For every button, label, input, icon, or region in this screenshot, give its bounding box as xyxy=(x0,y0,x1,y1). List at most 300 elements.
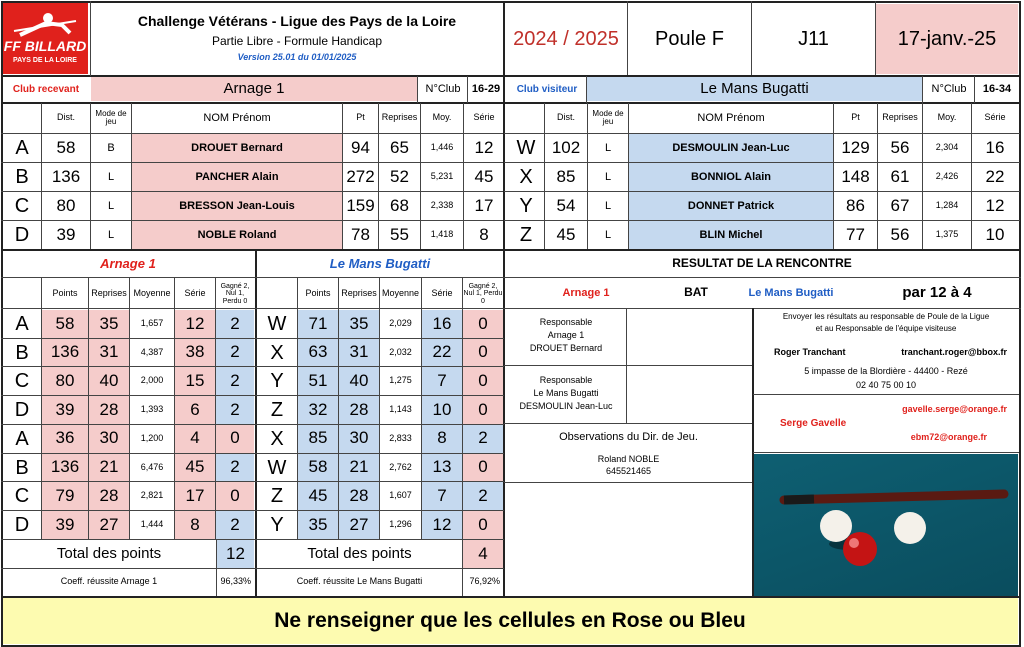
match-away-points[interactable]: 32 xyxy=(298,396,338,424)
match-away-moy: 2,762 xyxy=(389,461,412,472)
grid-line xyxy=(1,539,504,540)
match-home-letter: A xyxy=(15,427,29,450)
match-home-rep[interactable]: 30 xyxy=(89,425,129,453)
match-home-gpp: 2 xyxy=(216,310,254,338)
match-home-serie[interactable]: 45 xyxy=(175,454,215,482)
match-away-gpp: 0 xyxy=(463,396,503,424)
logo-main: FF BILLARD xyxy=(3,37,87,54)
home-player-rep: 68 xyxy=(390,195,409,215)
match-home-points[interactable]: 79 xyxy=(42,482,88,510)
grid-line xyxy=(1,1,3,647)
result-home: Arnage 1 xyxy=(562,286,610,299)
obs-phone: 645521465 xyxy=(605,466,652,476)
match-away-letter: W xyxy=(267,313,287,335)
match-home-points[interactable]: 136 xyxy=(42,454,88,482)
away-player-dist: 45 xyxy=(556,224,576,244)
season: 2024 / 2025 xyxy=(513,28,619,50)
footer-notice: Ne renseigner que les cellules en Rose ou Bleu xyxy=(2,598,1018,644)
contact-name1: Roger Tranchant xyxy=(774,347,846,358)
grid-line xyxy=(1,395,504,396)
match-home-serie[interactable]: 15 xyxy=(175,367,215,395)
grid-line xyxy=(1,568,504,569)
grid-line xyxy=(378,103,379,250)
match-away-moy: 1,296 xyxy=(389,518,412,529)
match-home-points[interactable]: 80 xyxy=(42,367,88,395)
home-player-dist: 39 xyxy=(56,224,76,244)
away-player-dist: 102 xyxy=(551,137,581,157)
match-away-serie[interactable]: 7 xyxy=(422,482,462,510)
grid-line xyxy=(544,103,545,250)
grid-line xyxy=(1,424,504,425)
away-player-mode[interactable]: L xyxy=(604,199,612,212)
grid-line xyxy=(90,103,91,250)
match-away-title: Le Mans Bugatti xyxy=(329,255,431,271)
match-home-rep[interactable]: 21 xyxy=(89,454,129,482)
match-home-moy: 2,000 xyxy=(140,375,164,386)
grid-line xyxy=(41,278,42,539)
away-club-no-label: N°Club xyxy=(931,82,967,95)
result-score: par 12 à 4 xyxy=(902,283,972,301)
away-player-dist: 85 xyxy=(556,166,576,186)
match-home-serie[interactable]: 8 xyxy=(175,511,215,539)
grid-line xyxy=(297,278,298,539)
home-col-dist: Dist. xyxy=(57,112,75,123)
home-col-pt: Pt xyxy=(356,112,365,123)
match-away-points[interactable]: 45 xyxy=(298,482,338,510)
home-player-rep: 52 xyxy=(390,166,409,186)
match-away-points[interactable]: 71 xyxy=(298,310,338,338)
result-away: Le Mans Bugatti xyxy=(748,286,834,299)
match-home-letter: B xyxy=(15,341,29,364)
match-home-moy: 1,200 xyxy=(140,432,164,443)
home-player-letter: C xyxy=(14,195,30,217)
grid-line xyxy=(628,103,629,250)
away-player-pt: 129 xyxy=(841,137,870,157)
match-home-gpp: 2 xyxy=(216,511,254,539)
match-home-letter: B xyxy=(15,456,29,479)
match-away-points[interactable]: 58 xyxy=(298,454,338,482)
away-col-mode: Mode de jeu xyxy=(592,108,624,126)
grid-line xyxy=(587,103,588,250)
match-home-col-rep: Reprises xyxy=(91,288,127,299)
grid-line xyxy=(420,103,421,250)
away-player-moy: 1,284 xyxy=(935,200,959,211)
home-player-pt: 272 xyxy=(346,166,375,186)
home-coeff-label: Coeff. réussite Arnage 1 xyxy=(60,576,158,587)
resp-home-l1: Responsable xyxy=(539,317,593,328)
obs-name: Roland NOBLE xyxy=(597,454,660,465)
match-away-letter: Z xyxy=(270,399,284,422)
match-home-moy: 4,387 xyxy=(140,346,164,357)
home-col-rep: Reprises xyxy=(381,112,418,123)
result-title: RESULTAT DE LA RENCONTRE xyxy=(672,256,852,271)
match-home-moy: 6,476 xyxy=(140,461,164,472)
grid-line xyxy=(1019,1,1021,647)
match-away-serie[interactable]: 7 xyxy=(422,367,462,395)
contact-email3[interactable]: ebm72@orange.fr xyxy=(910,432,987,443)
match-away-col-moy: Moyenne xyxy=(381,288,420,299)
away-player-pt: 77 xyxy=(846,224,865,244)
home-player-letter: D xyxy=(14,224,30,246)
match-away-letter: X xyxy=(270,427,284,450)
grid-line xyxy=(627,1,628,75)
match-away-letter: W xyxy=(267,456,287,479)
home-player-moy: 2,338 xyxy=(430,200,454,211)
ffbillard-logo xyxy=(2,2,88,74)
home-player-serie: 8 xyxy=(479,224,489,244)
match-date[interactable]: 17-janv.-25 xyxy=(876,4,1018,74)
home-player-dist: 58 xyxy=(56,137,76,157)
away-player-mode[interactable]: L xyxy=(604,141,612,154)
match-away-points[interactable]: 51 xyxy=(298,367,338,395)
home-player-name[interactable]: DROUET Bernard xyxy=(132,134,342,162)
match-away-letter: Z xyxy=(270,485,284,508)
match-away-letter: Y xyxy=(270,513,284,536)
resp-home-signature[interactable] xyxy=(627,308,751,364)
grid-line xyxy=(504,133,1020,134)
match-away-points[interactable]: 35 xyxy=(298,511,338,539)
away-player-letter: Z xyxy=(519,224,533,246)
grid-line xyxy=(1,220,503,221)
grid-line xyxy=(417,76,418,103)
home-player-pt: 94 xyxy=(351,137,370,157)
home-total: 12 xyxy=(217,540,254,568)
home-player-moy: 1,418 xyxy=(430,229,454,240)
away-player-rep: 56 xyxy=(890,224,910,244)
away-col-serie: Série xyxy=(984,112,1006,123)
match-home-serie[interactable]: 38 xyxy=(175,339,215,367)
match-home-rep[interactable]: 35 xyxy=(89,310,129,338)
grid-line xyxy=(922,103,923,250)
match-away-gpp: 0 xyxy=(463,339,503,367)
match-away-rep[interactable]: 27 xyxy=(339,511,379,539)
match-home-moy: 1,657 xyxy=(140,318,164,329)
grid-line xyxy=(1,162,503,163)
match-home-letter: D xyxy=(14,513,30,536)
away-total: 4 xyxy=(463,540,503,568)
contact-address: 5 impasse de la Blordière - 44400 - Rezé xyxy=(804,366,968,377)
contact-line1: Envoyer les résultats au responsable de Poule de la Ligue xyxy=(782,311,990,321)
resp-away-l3: DESMOULIN Jean-Luc xyxy=(519,400,613,411)
billiard-image xyxy=(754,454,1018,596)
away-player-moy: 1,375 xyxy=(935,229,959,240)
grid-line xyxy=(379,278,380,539)
match-home-rep[interactable]: 31 xyxy=(89,339,129,367)
away-col-moy: Moy. xyxy=(937,112,957,123)
grid-line xyxy=(753,452,1019,453)
poule: Poule F xyxy=(655,28,724,50)
match-home-rep[interactable]: 28 xyxy=(89,396,129,424)
match-home-points[interactable]: 36 xyxy=(42,425,88,453)
away-player-mode[interactable]: L xyxy=(604,170,612,183)
grid-line xyxy=(833,103,834,250)
match-away-serie[interactable]: 13 xyxy=(422,454,462,482)
grid-line xyxy=(875,1,876,75)
home-col-name: NOM Prénom xyxy=(203,111,271,124)
grid-line xyxy=(462,278,463,539)
away-club-name[interactable]: Le Mans Bugatti xyxy=(587,77,922,101)
grid-line xyxy=(586,76,587,103)
home-player-mode[interactable]: L xyxy=(107,228,115,241)
match-away-gpp: 0 xyxy=(463,367,503,395)
grid-line xyxy=(90,1,91,76)
home-club-name[interactable]: Arnage 1 xyxy=(91,77,417,101)
match-home-gpp: 0 xyxy=(216,482,254,510)
grid-line xyxy=(971,103,972,250)
match-away-moy: 1,275 xyxy=(389,375,412,386)
match-home-gpp: 2 xyxy=(216,339,254,367)
match-home-gpp: 2 xyxy=(216,367,254,395)
home-player-name[interactable]: PANCHER Alain xyxy=(132,163,342,191)
home-player-pt: 78 xyxy=(351,224,370,244)
away-player-moy: 2,304 xyxy=(935,142,959,153)
match-home-moy: 2,821 xyxy=(140,490,164,501)
grid-line xyxy=(1,453,504,454)
match-away-serie[interactable]: 16 xyxy=(422,310,462,338)
grid-line xyxy=(503,1,505,251)
match-away-gpp: 2 xyxy=(463,425,503,453)
home-player-mode[interactable]: B xyxy=(107,141,115,154)
grid-line xyxy=(1,481,504,482)
match-home-gpp: 2 xyxy=(216,396,254,424)
match-away-col-rep: Reprises xyxy=(341,288,377,299)
away-player-pt: 148 xyxy=(841,166,870,186)
obs-box[interactable] xyxy=(506,450,751,482)
grid-line xyxy=(88,278,89,539)
contact-email2[interactable]: gavelle.serge@orange.fr xyxy=(902,404,1007,415)
grid-line xyxy=(753,394,1019,395)
away-col-dist: Dist. xyxy=(557,112,575,123)
match-away-moy: 1,143 xyxy=(389,404,412,415)
contact-name2: Serge Gavelle xyxy=(780,417,847,429)
away-col-name: NOM Prénom xyxy=(697,111,765,124)
grid-line xyxy=(1,596,1021,598)
match-away-col-serie: Série xyxy=(431,288,453,299)
match-away-rep[interactable]: 28 xyxy=(339,396,379,424)
home-total-label: Total des points xyxy=(56,544,162,562)
grid-line xyxy=(504,482,752,483)
away-player-serie: 12 xyxy=(985,195,1005,215)
obs-title: Observations du Dir. de Jeu. xyxy=(559,430,698,443)
away-player-serie: 22 xyxy=(985,166,1005,186)
match-away-moy: 2,029 xyxy=(389,318,412,329)
home-player-letter: B xyxy=(15,166,29,188)
billiard-player-icon xyxy=(10,11,80,39)
match-home-serie[interactable]: 17 xyxy=(175,482,215,510)
grid-line xyxy=(504,191,1020,192)
grid-line xyxy=(751,1,752,75)
grid-line xyxy=(174,278,175,539)
home-coeff: 96,33% xyxy=(220,576,251,587)
away-player-moy: 2,426 xyxy=(935,171,959,182)
match-away-rep[interactable]: 30 xyxy=(339,425,379,453)
match-home-col-serie: Série xyxy=(184,288,206,299)
match-away-rep[interactable]: 21 xyxy=(339,454,379,482)
match-away-rep[interactable]: 35 xyxy=(339,310,379,338)
home-player-moy: 1,446 xyxy=(430,142,454,153)
grid-line xyxy=(129,278,130,539)
grid-line xyxy=(504,423,752,424)
away-player-rep: 56 xyxy=(890,137,910,157)
grid-line xyxy=(504,365,752,366)
contact-phone: 02 40 75 00 10 xyxy=(855,380,917,391)
grid-line xyxy=(421,278,422,539)
home-player-mode[interactable]: L xyxy=(107,170,115,183)
home-player-dist: 80 xyxy=(56,195,76,215)
home-player-serie: 12 xyxy=(474,137,494,157)
away-player-serie: 10 xyxy=(985,224,1005,244)
away-player-letter: W xyxy=(516,137,536,159)
match-home-col-points: Points xyxy=(52,288,78,299)
match-home-rep[interactable]: 27 xyxy=(89,511,129,539)
grid-line xyxy=(467,76,468,103)
match-away-rep[interactable]: 31 xyxy=(339,339,379,367)
contact-instructions xyxy=(754,308,1018,338)
away-player-dist: 54 xyxy=(556,195,576,215)
home-col-mode: Mode de jeu xyxy=(95,108,127,126)
match-home-serie[interactable]: 12 xyxy=(175,310,215,338)
match-away-serie[interactable]: 10 xyxy=(422,396,462,424)
away-col-rep: Reprises xyxy=(882,112,918,123)
match-home-gpp: 0 xyxy=(216,425,254,453)
match-home-letter: A xyxy=(15,313,29,335)
resp-away-l2: Le Mans Bugatti xyxy=(533,388,599,399)
home-player-letter: A xyxy=(15,137,29,159)
grid-line xyxy=(1,510,504,511)
match-home-moy: 1,444 xyxy=(140,518,164,529)
away-player-name[interactable]: DONNET Patrick xyxy=(629,192,833,220)
match-away-letter: X xyxy=(270,341,284,364)
match-home-col-moy: Moyenne xyxy=(133,288,171,299)
logo-sub: PAYS DE LA LOIRE xyxy=(13,57,77,65)
result-verb: BAT xyxy=(684,285,708,300)
home-col-moy: Moy. xyxy=(432,112,452,123)
home-player-serie: 45 xyxy=(474,166,494,186)
away-player-letter: X xyxy=(519,166,533,188)
match-home-rep[interactable]: 28 xyxy=(89,482,129,510)
resp-home-l2: Arnage 1 xyxy=(547,330,585,341)
match-away-serie[interactable]: 22 xyxy=(422,339,462,367)
grid-line xyxy=(1,338,504,339)
home-player-serie: 17 xyxy=(474,195,494,215)
grid-line xyxy=(504,162,1020,163)
match-away-gpp: 0 xyxy=(463,310,503,338)
grid-line xyxy=(131,103,132,250)
home-club-no-label: N°Club xyxy=(425,82,461,95)
grid-line xyxy=(1,1,1021,3)
home-player-name[interactable]: NOBLE Roland xyxy=(132,221,342,249)
resp-home-l3: DROUET Bernard xyxy=(529,342,603,353)
billiard-balls-icon xyxy=(754,454,1018,596)
match-home-points[interactable]: 136 xyxy=(42,339,88,367)
grid-line xyxy=(1,191,503,192)
away-player-pt: 86 xyxy=(846,195,865,215)
away-coeff-label: Coeff. réussite Le Mans Bugatti xyxy=(296,576,423,587)
match-away-moy: 2,032 xyxy=(389,346,412,357)
match-away-gpp: 0 xyxy=(463,511,503,539)
home-club-label: Club recevant xyxy=(12,83,80,95)
grid-line xyxy=(41,103,42,250)
match-home-points[interactable]: 39 xyxy=(42,396,88,424)
match-home-letter: C xyxy=(14,370,30,393)
page-title: Challenge Vétérans - Ligue des Pays de la Loire xyxy=(137,13,457,30)
match-away-points[interactable]: 85 xyxy=(298,425,338,453)
match-home-title: Arnage 1 xyxy=(100,255,156,271)
away-player-rep: 61 xyxy=(890,166,910,186)
match-home-moy: 1,393 xyxy=(140,404,164,415)
grid-line xyxy=(922,76,923,103)
grid-line xyxy=(1,102,1021,104)
grid-line xyxy=(342,103,343,250)
home-player-mode[interactable]: L xyxy=(107,199,115,212)
resp-away xyxy=(506,366,626,422)
away-club-label: Club visiteur xyxy=(516,83,578,95)
away-player-letter: Y xyxy=(519,195,533,217)
home-player-rep: 65 xyxy=(390,137,409,157)
match-away-moy: 1,607 xyxy=(389,490,412,501)
grid-line xyxy=(338,278,339,539)
home-player-moy: 5,231 xyxy=(430,171,454,182)
journee: J11 xyxy=(798,28,829,50)
grid-line xyxy=(1,308,1021,309)
version-label: Version 25.01 du 01/01/2025 xyxy=(237,52,357,63)
away-player-mode[interactable]: L xyxy=(604,228,612,241)
match-home-serie[interactable]: 6 xyxy=(175,396,215,424)
grid-line xyxy=(1,277,1021,278)
grid-line xyxy=(1,366,504,367)
match-home-points[interactable]: 39 xyxy=(42,511,88,539)
grid-line xyxy=(877,103,878,250)
match-away-serie[interactable]: 8 xyxy=(422,425,462,453)
match-home-letter: D xyxy=(14,399,30,422)
away-total-label: Total des points xyxy=(307,544,412,562)
home-player-rep: 55 xyxy=(390,224,409,244)
match-away-gpp: 2 xyxy=(463,482,503,510)
grid-line xyxy=(463,103,464,250)
match-away-gpp: 0 xyxy=(463,454,503,482)
page-subtitle: Partie Libre - Formule Handicap xyxy=(211,34,383,49)
grid-line xyxy=(215,278,216,539)
match-away-points[interactable]: 63 xyxy=(298,339,338,367)
match-home-gpp: 2 xyxy=(216,454,254,482)
away-player-name[interactable]: DESMOULIN Jean-Luc xyxy=(629,134,833,162)
away-club-no: 16-34 xyxy=(982,82,1012,95)
match-away-serie[interactable]: 12 xyxy=(422,511,462,539)
away-player-name[interactable]: BONNIOL Alain xyxy=(629,163,833,191)
match-away-col-points: Points xyxy=(305,288,331,299)
home-col-serie: Série xyxy=(473,112,495,123)
match-home-points[interactable]: 58 xyxy=(42,310,88,338)
away-player-name[interactable]: BLIN Michel xyxy=(629,221,833,249)
grid-line xyxy=(1,133,503,134)
contact-email1[interactable]: tranchant.roger@bbox.fr xyxy=(901,347,1007,358)
match-away-rep[interactable]: 28 xyxy=(339,482,379,510)
resp-away-signature[interactable] xyxy=(627,366,751,422)
home-player-name[interactable]: BRESSON Jean-Louis xyxy=(132,192,342,220)
grid-line xyxy=(1,75,1021,77)
match-away-letter: Y xyxy=(270,370,284,393)
match-away-rep[interactable]: 40 xyxy=(339,367,379,395)
home-player-dist: 136 xyxy=(51,166,81,186)
match-home-rep[interactable]: 40 xyxy=(89,367,129,395)
match-home-letter: C xyxy=(14,485,30,508)
match-away-moy: 2,833 xyxy=(389,432,412,443)
match-away-col-gpp: Gagné 2, Nul 1, Perdu 0 xyxy=(463,282,503,305)
match-home-serie[interactable]: 4 xyxy=(175,425,215,453)
away-player-rep: 67 xyxy=(890,195,910,215)
grid-line xyxy=(974,76,975,103)
away-col-pt: Pt xyxy=(851,112,860,123)
